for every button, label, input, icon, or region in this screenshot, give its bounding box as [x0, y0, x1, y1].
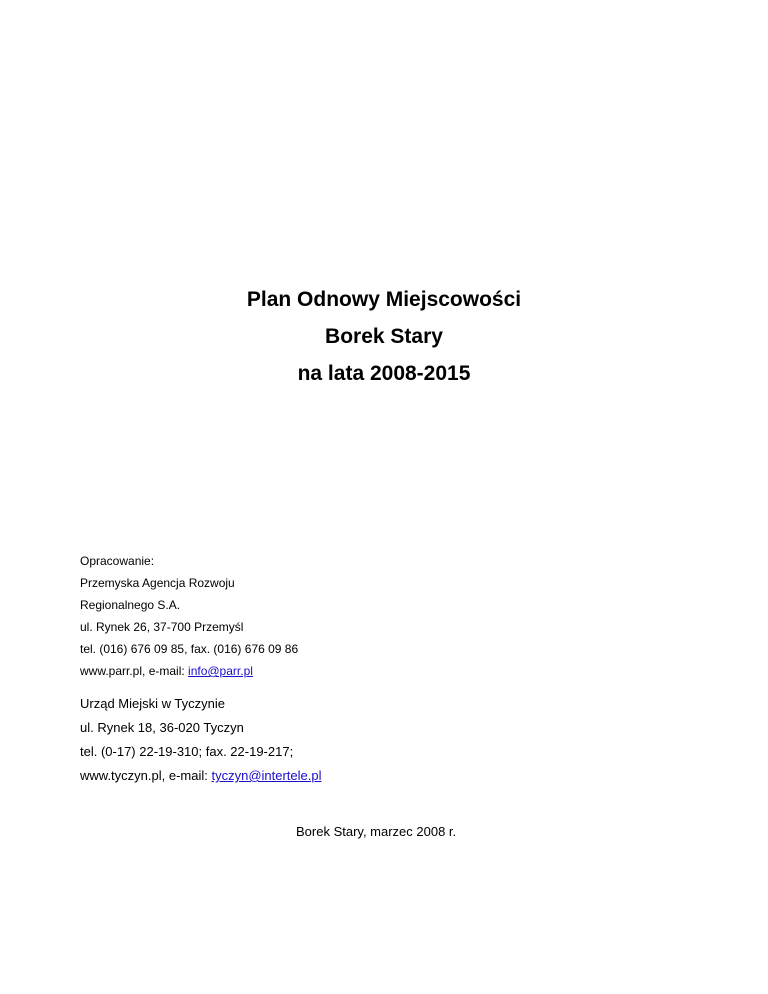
- office-email-link[interactable]: tyczyn@intertele.pl: [211, 768, 322, 783]
- office-phone: tel. (0-17) 22-19-310; fax. 22-19-217;: [80, 744, 294, 759]
- title-line-2: Borek Stary: [325, 325, 443, 348]
- prepared-by-heading: Opracowanie:: [80, 554, 155, 568]
- office-web-line: [80, 766, 322, 790]
- prepared-by-org-line-1: Przemyska Agencja Rozwoju: [80, 576, 235, 590]
- prepared-by-phone: tel. (016) 676 09 85, fax. (016) 676 09 86: [80, 642, 299, 656]
- prepared-by-block: [80, 552, 298, 684]
- office-block: [80, 694, 322, 790]
- office-web: www.tyczyn.pl, e-mail:: [80, 768, 212, 783]
- prepared-by-org-line-2: Regionalnego S.A.: [80, 598, 181, 612]
- prepared-by-web: www.parr.pl, e-mail:: [80, 664, 189, 678]
- title-line-3: na lata 2008-2015: [297, 362, 471, 385]
- prepared-by-web-line: [80, 662, 298, 684]
- office-name: Urząd Miejski w Tyczynie: [80, 696, 225, 711]
- prepared-by-address: ul. Rynek 26, 37-700 Przemyśl: [80, 620, 244, 634]
- place-date: Borek Stary, marzec 2008 r.: [296, 824, 457, 839]
- document-title: [0, 286, 768, 397]
- title-line-1: Plan Odnowy Miejscowości: [246, 288, 522, 311]
- prepared-by-email-link[interactable]: info@parr.pl: [188, 664, 253, 678]
- office-address: ul. Rynek 18, 36-020 Tyczyn: [80, 720, 244, 735]
